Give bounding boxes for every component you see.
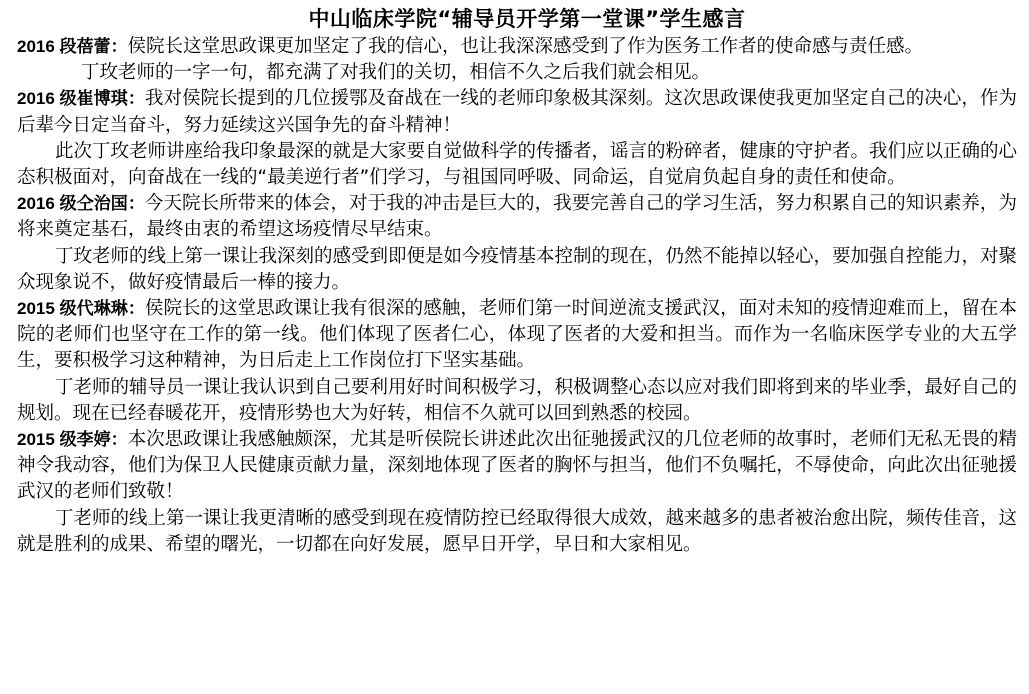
entry-paragraph (17, 427, 1017, 506)
entry-text: 今天院长所带来的体会，对于我的冲击是巨大的，我要完善自己的学习生活，努力积累自己的知识素养，为将来奠定基石，最终由衷的希望这场疫情尽早结束。 (17, 193, 1017, 241)
document-title: 中山临床学院“辅导员开学第一堂课”学生感言 (308, 7, 746, 31)
entry-paragraph (17, 34, 1017, 60)
student-name: 2016 级仝治国： (17, 194, 145, 214)
entry-paragraph: 丁玫老师的一字一句，都充满了对我们的关切，相信不久之后我们就会相见。 (81, 62, 711, 84)
entry-paragraph (17, 86, 1017, 138)
entry-text: 本次思政课让我感触颇深，尤其是听侯院长讲述此次出征驰援武汉的几位老师的故事时，老师们无私无畏的精神令我动容，他们为保卫人民健康贡献力量，深刻地体现了医者的胸怀与担当，他们不负嘱托，不辱使命，向此次出征驰援武汉的老师们致敬！ (17, 429, 1017, 503)
entry-li-ting (17, 427, 1017, 558)
student-name: 2016 级崔博琪： (17, 89, 145, 109)
student-name: 2015 级李婷： (17, 430, 128, 450)
entry-dai-linlin (17, 296, 1017, 427)
entry-text: 侯院长这堂思政课更加坚定了我的信心，也让我深深感受到了作为医务工作者的使命感与责任感。 (127, 36, 924, 57)
entry-paragraph: 丁老师的线上第一课让我更清晰的感受到现在疫情防控已经取得很大成效，越来越多的患者被治愈出院，频传佳音，这就是胜利的成果、希望的曙光，一切都在向好发展，愿早日开学，早日和大家相见。 (17, 507, 1018, 555)
student-name: 2016 段蓓蕾： (17, 37, 128, 56)
student-name: 2015 级代琳琳： (17, 299, 145, 319)
entry-cui-boqi (17, 86, 1017, 191)
entry-duan-beilei (17, 34, 1017, 86)
entry-tong-zhiguo (17, 191, 1017, 296)
entry-paragraph: 丁老师的辅导员一课让我认识到自己要利用好时间积极学习，积极调整心态以应对我们即将到来的毕业季，最好自己的规划。现在已经春暖花开，疫情形势也大为好转，相信不久就可以回到熟悉的校园。 (17, 376, 1018, 424)
entry-paragraph (17, 191, 1017, 243)
entry-text: 侯院长的这堂思政课让我有很深的感触，老师们第一时间逆流支援武汉，面对未知的疫情迎难而上，留在本院的老师们也坚守在工作的第一线。他们体现了医者仁心，体现了医者的大爱和担当。而作为一名临床医学专业的大五学生，要积极学习这种精神，为日后走上工作岗位打下坚实基础。 (17, 298, 1017, 372)
entry-paragraph: 此次丁玫老师讲座给我印象最深的就是大家要自觉做科学的传播者，谣言的粉碎者，健康的守护者。我们应以正确的心态积极面对，向奋战在一线的“最美逆行者”们学习，与祖国同呼吸、同命运，自觉肩负起自身的责任和使命。 (17, 140, 1018, 189)
entry-paragraph: 丁玫老师的线上第一课让我深刻的感受到即便是如今疫情基本控制的现在，仍然不能掉以轻心，要加强自控能力，对聚众现象说不，做好疫情最后一棒的接力。 (17, 245, 1018, 293)
entry-text: 我对侯院长提到的几位援鄂及奋战在一线的老师印象极其深刻。这次思政课使我更加坚定自己的决心，作为后辈今日定当奋斗，努力延续这兴国争先的奋斗精神！ (17, 88, 1017, 136)
entry-paragraph (17, 296, 1017, 375)
